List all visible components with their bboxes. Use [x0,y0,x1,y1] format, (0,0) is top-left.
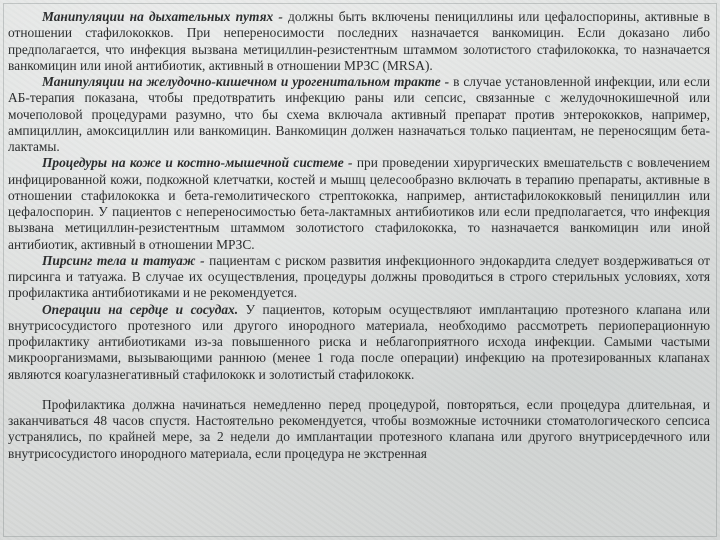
heading-respiratory: Манипуляции на дыхательных путях - [42,9,283,24]
text-prophylaxis: Профилактика должна начинаться немедленно перед процедурой, повторяться, если процедура длительная, и заканчиваться 48 часов спустя. Настоятельно рекомендуется, чтобы возможные источники стоматологического сепсиса устранялись, по крайней мере, за 2 недели до имплантации протезного клапана или другого внутрисердечного или внутрисосудистого инородного материала, если процедура не экстренная [8,396,710,461]
paragraph-skin-musculoskeletal [8,155,710,253]
heading-gi-urogenital: Манипуляции на желудочно-кишечном и урогенитальном тракте - [42,74,450,89]
text-skin-musculoskeletal: при проведении хирургических вмешательств с вовлечением инфицированной кожи, подкожной клетчатки, костей и мышц целесообразно включать в терапию препараты, активные в отношении стафилококка и бета-гемолитического стрептококка, например, антистафилококковый пенициллин или цефалоспорин. У пациентов с непереносимостью бета-лактамных антибиотиков или если предполагается, что инфекция вызвана метициллин-резистентным штаммом золотистого стафилококка, то назначается ванкомицин или иной антибиотик, активный в отношении МРЗС. [8,155,710,252]
paragraph-gi-urogenital [8,74,710,155]
text-gi-urogenital: в случае установленной инфекции, или если АБ-терапия показана, чтобы предотвратить инфекцию раны или сепсис, связанные с желудочнокишечной или мочеполовой процедурами разумно, что бы схема включала активный препарат против энтерококков, например, ампициллин, амоксициллин или ванкомицин. Ванкомицин должен назначаться только пациентам, не переносящим бета-лактамы. [8,74,710,154]
heading-cardiac-vascular: Операции на сердце и сосудах. [42,301,239,317]
text-respiratory: должны быть включены пенициллины или цефалоспорины, активные в отношении стафилококков. При непереносимости последних назначается ванкомицин. Если доказано либо предполагается, что инфекция вызвана метициллин-резистентным штаммом золотистого стафилококка, то назначается ванкомицин или иной антибиотик, активный в отношении МРЗС (MRSA). [8,9,710,73]
heading-skin-musculoskeletal: Процедуры на коже и костно-мышечной системе - [42,155,353,171]
text-cardiac-vascular: У пациентов, которым осуществляют имплантацию протезного клапана или внутрисосудистого протезного или другого инородного материала, необходимо рассмотреть периоперационную профилактику антибиотиками из-за повышенного риска и неблагоприятного исхода инфекции. Самыми частыми микроорганизмами, вызывающими раннюю (менее 1 года после операции) инфекцию на протезированных клапанах являются коагулазнегативный стафилококк и золотистый стафилококк. [8,301,710,382]
paragraph-cardiac-vascular [8,302,710,383]
document-body [8,9,710,462]
paragraph-piercing-tattoo [8,253,710,302]
text-piercing-tattoo: пациентам с риском развития инфекционного эндокардита следует воздерживаться от пирсинга и татуажа. В случае их осуществления, процедуры должны проводиться в строго стерильных условиях, хотя профилактика антибиотиками и не рекомендуется. [8,252,710,301]
paragraph-prophylaxis [8,397,710,462]
heading-piercing-tattoo: Пирсинг тела и татуаж - [42,252,205,268]
paragraph-respiratory [8,9,710,74]
